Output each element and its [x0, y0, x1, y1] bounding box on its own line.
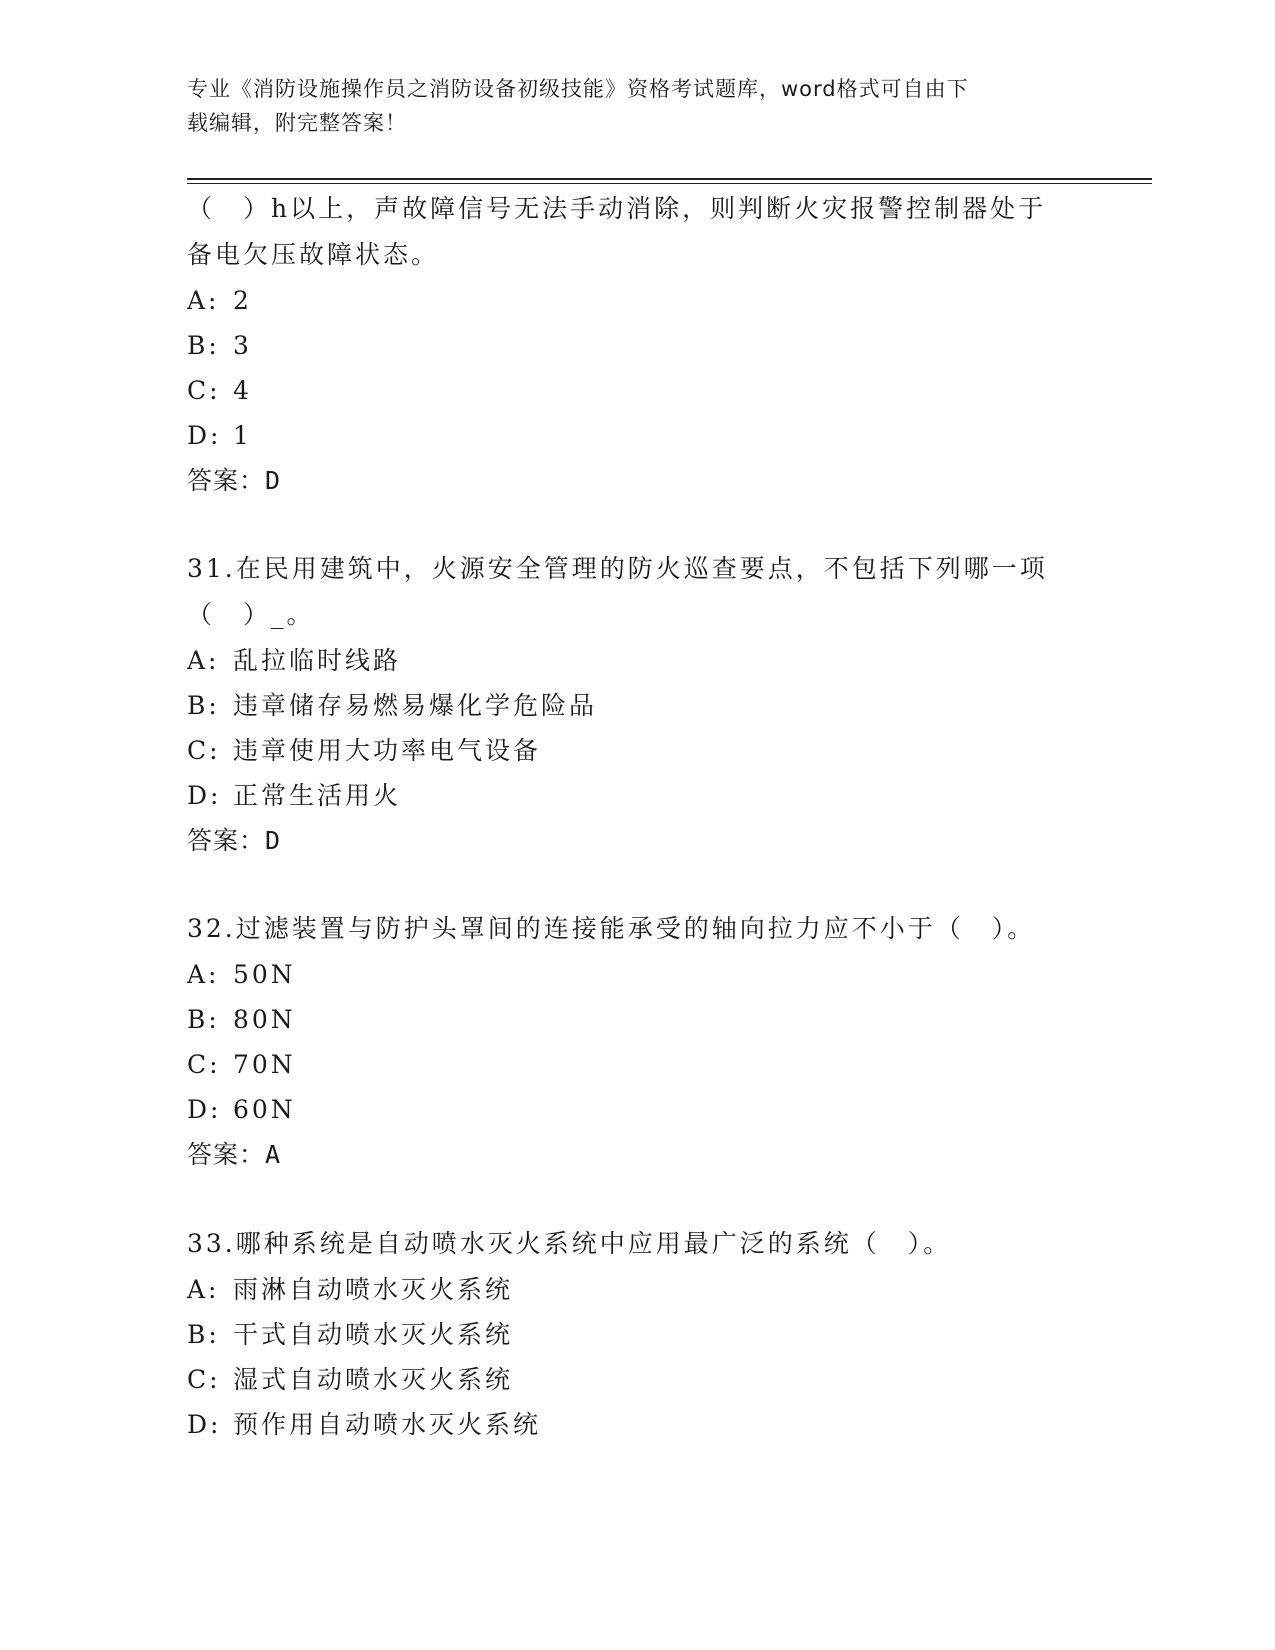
option-b [187, 323, 1087, 368]
option-text: 50N [233, 960, 296, 989]
option-letter: D: [187, 781, 222, 810]
option-letter: A: [187, 1275, 220, 1304]
header-line-2: 载编辑，附完整答案！ [187, 111, 407, 135]
question-stem-line: （ ）_。 [187, 600, 315, 629]
option-letter: C: [187, 736, 221, 765]
option-text: 60N [233, 1095, 296, 1124]
answer-value: D [265, 826, 282, 855]
option-letter: B: [187, 1320, 220, 1349]
option-text: 80N [233, 1005, 296, 1034]
option-a [187, 952, 1087, 997]
option-letter: A: [187, 646, 220, 675]
question-33 [187, 1221, 1087, 1447]
answer-label: 答案： [187, 1140, 266, 1169]
option-text: 乱拉临时线路 [233, 646, 402, 675]
option-a [187, 638, 1087, 683]
option-text: 2 [233, 286, 252, 315]
option-text: 1 [233, 421, 252, 450]
option-c [187, 728, 1087, 773]
option-b [187, 1312, 1087, 1357]
header-line-1: 专业《消防设施操作员之消防设备初级技能》资格考试题库，word格式可自由下 [187, 77, 969, 101]
option-letter: A: [187, 286, 220, 315]
header-divider-thick [187, 178, 1152, 180]
option-b [187, 997, 1087, 1042]
option-d [187, 1087, 1087, 1132]
answer-line [187, 1132, 1087, 1178]
option-letter: C: [187, 376, 221, 405]
answer-value: A [265, 1140, 282, 1169]
header-divider-thin [187, 183, 1152, 184]
option-a [187, 1267, 1087, 1312]
option-text: 正常生活用火 [233, 781, 402, 810]
option-text: 4 [233, 376, 252, 405]
option-c [187, 1042, 1087, 1087]
question-31 [187, 546, 1087, 864]
question-stem-line: 备电欠压故障状态。 [187, 240, 440, 269]
question-30 [187, 186, 1087, 504]
option-d [187, 1402, 1087, 1447]
question-stem-line: 33.哪种系统是自动喷水灭火系统中应用最广泛的系统（ ）。 [187, 1229, 952, 1258]
question-stem-line: 32.过滤装置与防护头罩间的连接能承受的轴向拉力应不小于（ ）。 [187, 914, 1036, 943]
answer-label: 答案： [187, 826, 266, 855]
answer-line [187, 458, 1087, 504]
option-d [187, 413, 1087, 458]
option-text: 违章使用大功率电气设备 [233, 736, 542, 765]
document-header [187, 72, 1067, 140]
answer-line [187, 818, 1087, 864]
option-text: 3 [233, 331, 252, 360]
option-letter: B: [187, 1005, 220, 1034]
option-letter: B: [187, 331, 220, 360]
option-letter: C: [187, 1050, 221, 1079]
option-text: 70N [233, 1050, 296, 1079]
option-letter: D: [187, 1410, 222, 1439]
option-text: 雨淋自动喷水灭火系统 [233, 1275, 514, 1304]
option-letter: A: [187, 960, 220, 989]
question-stem-line: （ ）h以上，声故障信号无法手动消除，则判断火灾报警控制器处于 [187, 194, 1047, 223]
option-c [187, 368, 1087, 413]
option-d [187, 773, 1087, 818]
option-text: 干式自动喷水灭火系统 [233, 1320, 514, 1349]
option-letter: D: [187, 1095, 222, 1124]
option-c [187, 1357, 1087, 1402]
option-letter: B: [187, 691, 220, 720]
option-letter: D: [187, 421, 222, 450]
option-text: 预作用自动喷水灭火系统 [233, 1410, 542, 1439]
option-letter: C: [187, 1365, 221, 1394]
answer-label: 答案： [187, 466, 266, 495]
option-text: 湿式自动喷水灭火系统 [233, 1365, 514, 1394]
answer-value: D [265, 466, 282, 495]
question-stem-line: 31.在民用建筑中，火源安全管理的防火巡查要点，不包括下列哪一项 [187, 554, 1048, 583]
question-32 [187, 906, 1087, 1178]
option-b [187, 683, 1087, 728]
option-a [187, 278, 1087, 323]
option-text: 违章储存易燃易爆化学危险品 [233, 691, 598, 720]
